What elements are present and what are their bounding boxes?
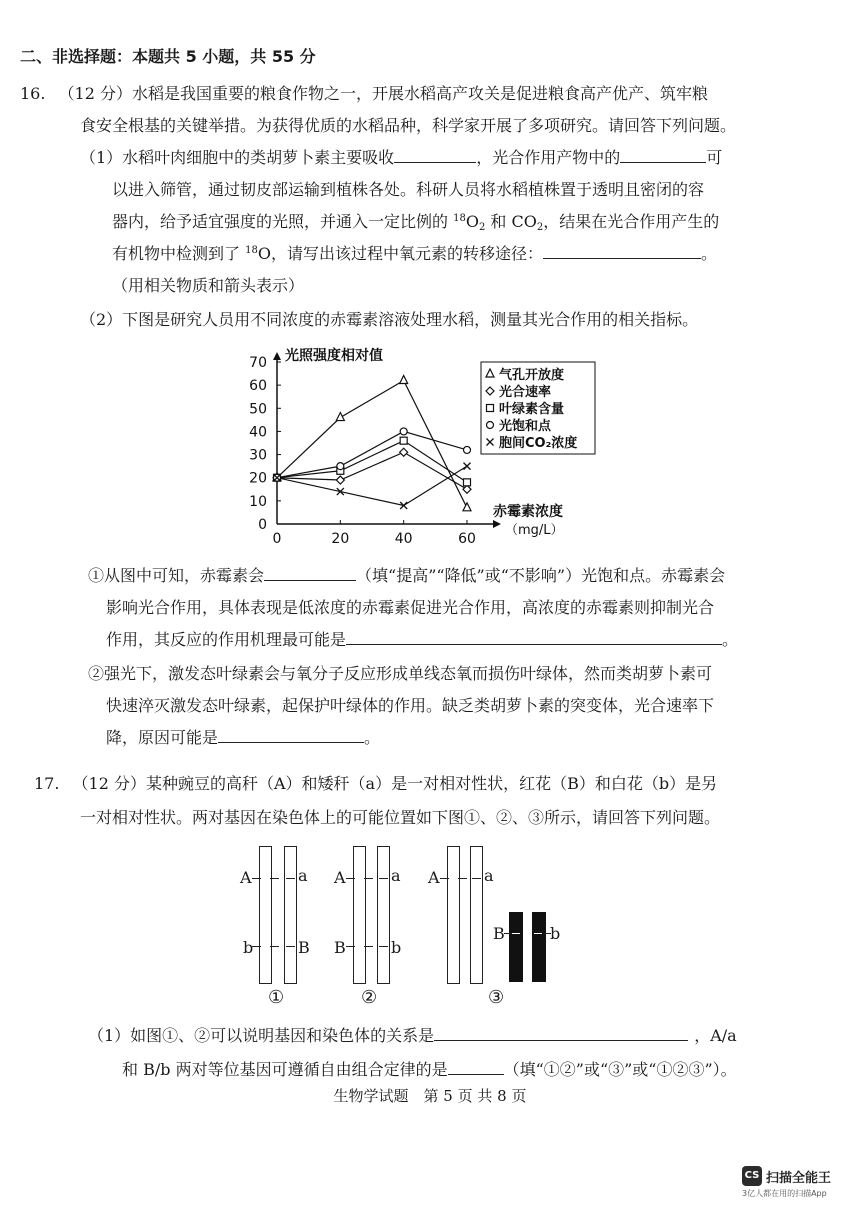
answer-blank[interactable] xyxy=(543,244,701,259)
x-tick-label: 0 xyxy=(272,531,282,547)
data-point-diamond xyxy=(336,476,344,484)
q16-part2-line: （2）下图是研究人员用不同浓度的赤霉素溶液处理水稻，测量其光合作用的相关指标。 xyxy=(80,310,699,329)
q17-part1-line-2 xyxy=(122,1060,737,1080)
cs-logo-icon: CS xyxy=(742,1166,762,1186)
y-tick-label: 70 xyxy=(249,355,267,371)
section-title: 二、非选择题：本题共 5 小题，共 55 分 xyxy=(20,47,316,66)
answer-blank[interactable] xyxy=(346,630,722,645)
gene-label: B xyxy=(298,938,310,957)
q16-sub2-line-1: ②强光下，激发态叶绿素会与氧分子反应形成单线态氧而损伤叶绿体，然而类胡萝卜素可 xyxy=(88,664,713,683)
gene-label: b xyxy=(243,938,254,957)
x-tick-label: 60 xyxy=(458,531,476,547)
question-text: 某种豌豆的高秆（A）和矮秆（a）是一对相对性状，红花（B）和白花（b）是另 xyxy=(146,774,718,793)
data-point-triangle xyxy=(400,376,408,384)
y-tick-label: 0 xyxy=(258,517,267,533)
series-line xyxy=(277,431,467,477)
answer-blank[interactable] xyxy=(620,148,706,163)
gene-marker xyxy=(252,878,261,879)
gene-label: b xyxy=(391,938,402,957)
chromosome xyxy=(470,846,483,984)
q16-part1-line-5: （用相关物质和箭头表示） xyxy=(112,276,305,295)
gene-marker xyxy=(472,878,481,879)
gene-marker xyxy=(286,878,295,879)
data-point-circle xyxy=(337,463,344,470)
data-point-circle xyxy=(487,422,494,429)
y-axis-title: 光照强度相对值 xyxy=(285,348,383,364)
q16-part1-text: O，请写出该过程中氧元素的转移途径： xyxy=(257,244,543,263)
gene-label: B xyxy=(334,938,346,957)
gene-marker xyxy=(346,946,355,947)
line-chart xyxy=(225,342,625,550)
data-point-square xyxy=(400,437,407,444)
q16-part1-text: ，结果在光合作用产生的 xyxy=(543,212,720,231)
q16-part1-text: （1）水稻叶肉细胞中的类胡萝卜素主要吸收 xyxy=(80,148,395,167)
gene-marker xyxy=(534,933,542,934)
q16-sub1-line-1 xyxy=(88,566,725,586)
watermark-tagline: 3亿人都在用的扫描App xyxy=(742,1189,827,1198)
gene-marker xyxy=(286,946,295,947)
q17-part1-text: （1）如图①、②可以说明基因和染色体的关系是 xyxy=(88,1026,435,1045)
q16-sub1-text: （填“提高”“降低”或“不影响”）光饱和点。赤霉素会 xyxy=(356,566,726,585)
y-tick-label: 30 xyxy=(249,447,267,464)
gene-marker xyxy=(364,946,373,947)
answer-blank[interactable] xyxy=(264,566,356,581)
y-tick-label: 20 xyxy=(249,470,267,487)
q16-part1-line-3 xyxy=(112,212,719,232)
q17-part1-text: （填“①②”或“③”或“①②③”）。 xyxy=(503,1060,737,1079)
gene-label: a xyxy=(391,866,401,885)
question-16-line-1 xyxy=(20,84,708,104)
question-score: （12 分） xyxy=(72,774,146,793)
data-point-square xyxy=(464,479,471,486)
y-tick-label: 50 xyxy=(249,401,267,418)
gene-marker xyxy=(364,878,373,879)
chromosome xyxy=(284,846,297,984)
question-16-line-2: 食安全根基的关键举措。为获得优质的水稻品种，科学家开展了多项研究。请回答下列问题。 xyxy=(80,116,737,135)
gene-marker xyxy=(504,933,512,934)
q16-sub1-text: 作用，其反应的作用机理最可能是 xyxy=(106,630,347,649)
y-tick-label: 60 xyxy=(249,378,267,395)
q16-part1-text: O xyxy=(465,212,479,231)
gene-label: a xyxy=(298,866,308,885)
q16-sub1-line-3 xyxy=(106,630,738,650)
gene-marker xyxy=(346,878,355,879)
q17-part1-line-1 xyxy=(88,1026,737,1046)
answer-blank[interactable] xyxy=(218,728,364,743)
subscript: 2 xyxy=(478,222,486,233)
data-point-cross xyxy=(464,463,471,470)
subscript: 2 xyxy=(536,222,544,233)
watermark-name: 扫描全能王 xyxy=(766,1170,832,1186)
q16-sub2-text: 降，原因可能是 xyxy=(106,728,219,747)
y-tick-label: 40 xyxy=(249,424,267,441)
question-17-line-1 xyxy=(34,774,717,794)
gene-label: B xyxy=(493,924,505,943)
data-point-diamond xyxy=(463,485,471,493)
question-number: 16. xyxy=(20,84,46,103)
data-point-square xyxy=(487,405,494,412)
gene-label: A xyxy=(428,868,440,887)
x-axis-title: 赤霉素浓度 xyxy=(493,504,563,520)
chromosome xyxy=(259,846,272,984)
gene-label: b xyxy=(550,924,561,943)
data-point-diamond xyxy=(400,448,408,456)
q16-part1-text: 可 xyxy=(706,148,723,167)
question-number: 17. xyxy=(34,774,60,793)
legend-label: 胞间CO₂浓度 xyxy=(499,436,578,451)
legend-label: 光合速率 xyxy=(499,385,552,400)
legend-label: 叶绿素含量 xyxy=(499,402,565,417)
data-point-circle xyxy=(464,446,471,453)
x-tick-label: 40 xyxy=(394,531,413,547)
x-tick-label: 20 xyxy=(331,531,350,547)
q16-part1-line-2: 以进入筛管，通过韧皮部运输到植株各处。科研人员将水稻植株置于透明且密闭的容 xyxy=(112,180,705,199)
q16-sub1-line-2: 影响光合作用，具体表现是低浓度的赤霉素促进光合作用，高浓度的赤霉素则抑制光合 xyxy=(106,598,715,617)
series-line xyxy=(277,441,467,483)
q17-part1-text: ，A/a xyxy=(694,1026,737,1045)
gene-marker xyxy=(379,878,388,879)
y-axis-arrow-icon xyxy=(273,352,281,360)
q16-sub2-line-3 xyxy=(106,728,380,748)
isotope-superscript: 18 xyxy=(453,213,466,224)
answer-blank[interactable] xyxy=(434,1026,688,1041)
q16-part1-line-4 xyxy=(112,244,717,264)
question-intro: 水稻是我国重要的粮食作物之一，开展水稻高产攻关是促进粮食高产优产、筑牢粮 xyxy=(132,84,709,103)
chromosome xyxy=(353,846,366,984)
gene-marker xyxy=(270,946,279,947)
chromosome-dark xyxy=(509,912,523,982)
q16-sub2-text: 。 xyxy=(364,728,381,747)
q16-part1-line-1 xyxy=(80,148,722,168)
q16-part1-text: ，光合作用产物中的 xyxy=(476,148,621,167)
gene-label: A xyxy=(240,868,252,887)
gene-marker xyxy=(512,933,520,934)
page-footer: 生物学试题 第 5 页 共 8 页 xyxy=(333,1087,527,1105)
gene-marker xyxy=(458,878,467,879)
q16-sub1-text: 。 xyxy=(722,630,739,649)
series-line xyxy=(277,381,467,508)
gene-marker xyxy=(440,878,449,879)
q17-part1-text: 和 B/b 两对等位基因可遵循自由组合定律的是 xyxy=(122,1060,448,1079)
gene-marker xyxy=(379,946,388,947)
legend-label: 光饱和点 xyxy=(499,419,552,434)
diagram-label: ② xyxy=(361,987,378,1008)
answer-blank[interactable] xyxy=(394,148,476,163)
q16-sub1-text: ①从图中可知，赤霉素会 xyxy=(88,566,265,585)
legend-label: 气孔开放度 xyxy=(499,368,565,383)
data-point-circle xyxy=(400,428,407,435)
isotope-superscript: 18 xyxy=(245,245,258,256)
gene-marker xyxy=(252,946,261,947)
gene-label: A xyxy=(334,868,346,887)
diagram-label: ① xyxy=(268,987,285,1008)
q16-part1-text: 和 CO xyxy=(485,212,537,231)
q16-part1-text: 器内，给予适宜强度的光照，并通入一定比例的 xyxy=(112,212,454,231)
x-axis-unit: （mg/L） xyxy=(505,523,564,538)
q16-part1-text: 有机物中检测到了 xyxy=(112,244,246,263)
chromosome xyxy=(377,846,390,984)
gene-label: a xyxy=(484,866,494,885)
q16-sub2-line-2: 快速淬灭激发态叶绿素，起保护叶绿体的作用。缺乏类胡萝卜素的突变体，光合速率下 xyxy=(106,696,715,715)
answer-blank[interactable] xyxy=(448,1060,504,1075)
question-17-line-2: 一对相对性状。两对基因在染色体上的可能位置如下图①、②、③所示，请回答下列问题。 xyxy=(80,808,721,827)
q16-part1-text: 。 xyxy=(700,244,717,263)
gene-marker xyxy=(270,878,279,879)
y-tick-label: 10 xyxy=(249,493,267,510)
diagram-label: ③ xyxy=(488,987,505,1008)
chromosome-dark xyxy=(532,912,546,982)
scanner-watermark xyxy=(742,1166,831,1199)
data-point-triangle xyxy=(463,503,471,511)
x-axis-arrow-icon xyxy=(493,520,501,528)
question-score: （12 分） xyxy=(58,84,132,103)
chromosome xyxy=(447,846,460,984)
